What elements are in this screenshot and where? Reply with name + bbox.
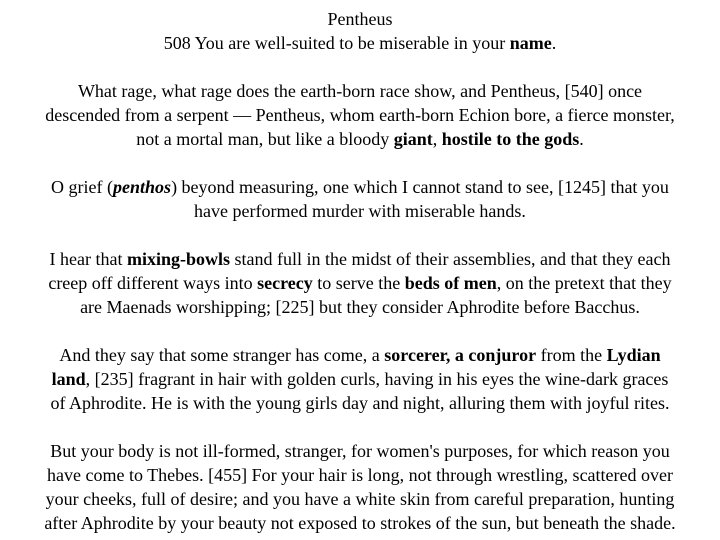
passage-1-line-3 — [0, 127, 720, 151]
keyword-name: name — [509, 33, 552, 53]
keyword-hostile-to-the-gods: hostile to the gods — [441, 129, 580, 149]
passage-3-line-3: are Maenads worshipping; [225] but they consider Aphrodite before Bacchus. — [80, 297, 640, 317]
passage-3-line-1 — [0, 247, 720, 271]
keyword-secrecy: secrecy — [257, 273, 313, 293]
keyword-giant: giant — [393, 129, 433, 149]
passage-4-line-3: of Aphrodite. He is with the young girls day and night, alluring them with joyful rites. — [50, 393, 670, 413]
passage-4-line-1 — [0, 343, 720, 367]
keyword-mixing-bowls: mixing-bowls — [127, 249, 231, 269]
speaker-name: Pentheus — [327, 9, 393, 29]
passage-4-line-2-b: , [235] fragrant in hair with golden curls, having in his eyes the wine-dark graces — [85, 369, 669, 389]
passage-3-line-2 — [0, 271, 720, 295]
keyword-sorcerer-conjuror: sorcerer, a conjuror — [384, 345, 537, 365]
keyword-penthos: penthos — [113, 177, 172, 197]
passage-2-line-1-a: O grief ( — [51, 177, 114, 197]
passage-1-line-3-b: , — [432, 129, 442, 149]
keyword-lydian: Lydian — [606, 345, 661, 365]
passage-2 — [0, 175, 720, 223]
passage-1-line-2: descended from a serpent — Pentheus, whom earth-born Echion bore, a fierce monster, — [45, 105, 675, 125]
passage-1-line-3-a: not a mortal man, but like a bloody — [136, 129, 394, 149]
passage-3-line-2-a: creep off different ways into — [48, 273, 258, 293]
keyword-land: land — [51, 369, 86, 389]
header-line — [0, 31, 720, 55]
passage-4 — [0, 343, 720, 415]
passage-3-line-2-b: to serve the — [312, 273, 405, 293]
header-block — [0, 7, 720, 55]
passage-2-line-1 — [0, 175, 720, 199]
header-line-text: 508 You are well-suited to be miserable in your — [163, 33, 510, 53]
passage-2-line-1-b: ) beyond measuring, one which I cannot stand to see, [1245] that you — [171, 177, 669, 197]
passage-3 — [0, 247, 720, 319]
passage-1 — [0, 79, 720, 151]
passage-3-line-1-a: I hear that — [49, 249, 128, 269]
passage-4-line-1-a: And they say that some stranger has come, a — [59, 345, 385, 365]
passage-3-line-2-c: , on the pretext that they — [496, 273, 672, 293]
passage-4-line-2 — [0, 367, 720, 391]
passage-5-line-3: your cheeks, full of desire; and you have a white skin from careful preparation, hunting — [45, 489, 675, 509]
keyword-beds-of-men: beds of men — [404, 273, 497, 293]
passage-3-line-1-b: stand full in the midst of their assemblies, and that they each — [230, 249, 671, 269]
passage-2-line-2: have performed murder with miserable hands. — [194, 201, 526, 221]
passage-5-line-2: have come to Thebes. [455] For your hair is long, not through wrestling, scattered over — [46, 465, 674, 485]
passage-5-line-4: after Aphrodite by your beauty not exposed to strokes of the sun, but beneath the shade. — [44, 513, 676, 533]
passage-5-line-1: But your body is not ill-formed, stranger, for women's purposes, for which reason you — [50, 441, 670, 461]
passage-5 — [0, 439, 720, 535]
header-line-end: . — [551, 33, 557, 53]
passage-4-line-1-b: from the — [536, 345, 607, 365]
passage-1-line-1: What rage, what rage does the earth-born race show, and Pentheus, [540] once — [77, 81, 643, 101]
passage-1-line-3-c: . — [579, 129, 584, 149]
